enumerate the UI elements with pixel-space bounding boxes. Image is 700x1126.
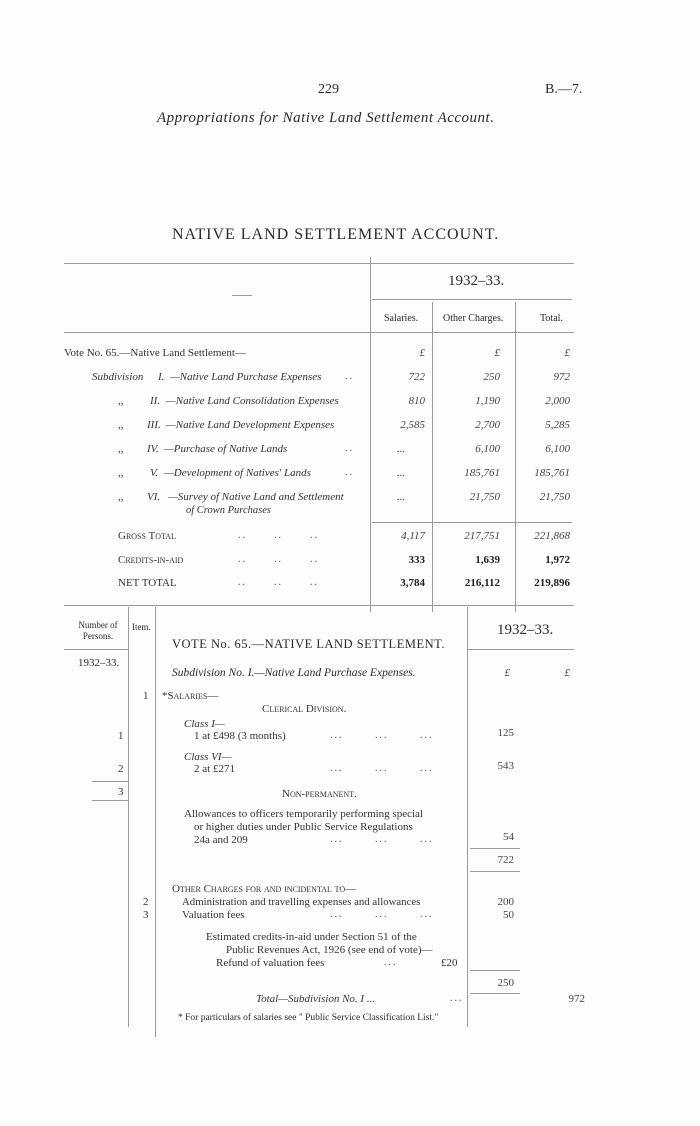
summary-row-other: 6,100 (475, 443, 500, 455)
subdivision-total-amount: 972 (568, 993, 585, 1005)
detail-col-divider (467, 607, 468, 1027)
gross-total-salaries: 4,117 (401, 530, 425, 542)
page-number: 229 (318, 82, 339, 97)
summary-row-roman: IV. (147, 443, 159, 455)
summary-row-salaries: 2,585 (400, 419, 425, 431)
estimated-credits-line-1: Estimated credits-in-aid under Section 51 of the (206, 931, 417, 943)
summary-row-other: 185,761 (464, 467, 500, 479)
detail-year-rule (467, 649, 574, 650)
vote-title: VOTE No. 65.—NATIVE LAND SETTLEMENT. (172, 637, 445, 651)
summary-row-total: 2,000 (545, 395, 570, 407)
net-total-label: NET TOTAL (118, 577, 177, 589)
allowances-line-2: or higher duties under Public Service Regulations (194, 821, 413, 833)
document-reference: B.—7. (545, 82, 583, 97)
dots: ... (450, 993, 464, 1004)
persons-subtotal-rule (92, 781, 128, 782)
item-3-label: Valuation fees (182, 909, 245, 921)
summary-row-prefix: ,, (118, 491, 124, 503)
credits-in-aid-label: Credits-in-aid (118, 554, 184, 566)
dots: ... ... ... (330, 909, 434, 920)
non-permanent-heading: Non-permanent. (282, 788, 357, 800)
summary-top-rule (64, 263, 574, 264)
other-charges-heading: Other Charges for and incidental to— (172, 883, 357, 895)
summary-row-dots: .. (345, 371, 354, 382)
class-6-persons: 2 (118, 763, 124, 775)
summary-row-total: 5,285 (545, 419, 570, 431)
summary-row-prefix: ,, (118, 419, 124, 431)
estimated-credits-line-2: Public Revenues Act, 1926 (see end of vote)— (226, 944, 433, 956)
summary-row-total: 185,761 (534, 467, 570, 479)
dots: ... ... ... (330, 763, 434, 774)
net-total-other: 216,112 (464, 577, 500, 589)
column-header-persons: Number of Persons. (78, 620, 118, 641)
item-3-amount: 50 (503, 909, 514, 921)
other-charges-total-rule (470, 993, 520, 994)
salaries-total: 722 (497, 854, 514, 866)
summary-row-label: —Native Land Development Expenses (166, 419, 335, 431)
summary-row-prefix: Subdivision (92, 371, 144, 383)
dots: ... ... ... (330, 730, 434, 741)
summary-row-other: 2,700 (475, 419, 500, 431)
credits-in-aid-dots: .. .. .. (238, 554, 319, 565)
currency-other: £ (494, 347, 500, 359)
detail-persons-rule (64, 649, 128, 650)
persons-total: 3 (118, 786, 124, 798)
estimated-credits-amount: £20 (441, 957, 458, 969)
summary-year-rule (372, 299, 572, 300)
class-1-amount: 125 (497, 727, 514, 739)
summary-row-total: 6,100 (545, 443, 570, 455)
vote-line: Vote No. 65.—Native Land Settlement— (64, 347, 246, 359)
other-charges-subtotal-rule (470, 970, 520, 971)
persons-year: 1932–33. (78, 657, 120, 669)
salaries-total-rule (470, 871, 520, 872)
credits-in-aid-salaries: 333 (408, 554, 425, 566)
summary-col-divider (432, 302, 433, 612)
summary-row-other: 1,190 (475, 395, 500, 407)
column-header-salaries: Salaries. (384, 313, 419, 324)
currency-salaries: £ (419, 347, 425, 359)
gross-total-total: 221,868 (534, 530, 570, 542)
item-2-amount: 200 (497, 896, 514, 908)
summary-row-salaries: 810 (408, 395, 425, 407)
subdivision-title: Subdivision No. I.—Native Land Purchase Expenses. (172, 667, 416, 679)
class-1-persons: 1 (118, 730, 124, 742)
item-number: 3 (143, 909, 149, 921)
running-title: Appropriations for Native Land Settlement Account. (157, 110, 495, 126)
allowances-line-3: 24a and 209 (194, 834, 248, 846)
summary-dash (232, 295, 252, 296)
net-total-salaries: 3,784 (400, 577, 425, 589)
summary-row-label-continued: of Crown Purchases (186, 505, 271, 516)
net-total-dots: .. .. .. (238, 577, 319, 588)
summary-row-total: 21,750 (539, 491, 570, 503)
column-header-total: Total. (540, 313, 563, 324)
class-1-heading: Class I— (184, 718, 225, 730)
persons-total-rule (92, 800, 128, 801)
net-total-total: 219,896 (534, 577, 570, 589)
summary-col-divider (370, 257, 371, 612)
footnote: * For particulars of salaries see " Public Service Classification List." (178, 1013, 439, 1023)
summary-row-label: —Native Land Consolidation Expenses (166, 395, 339, 407)
class-1-line: 1 at £498 (3 months) (194, 730, 286, 742)
summary-row-salaries: 722 (408, 371, 425, 383)
clerical-division-heading: Clerical Division. (262, 703, 347, 715)
item-2-label: Administration and travelling expenses and allowances (182, 896, 421, 908)
summary-row-salaries: ... (396, 491, 405, 503)
summary-header-rule (64, 332, 574, 333)
salaries-heading: *Salaries— (162, 690, 219, 702)
detail-currency-2: £ (564, 667, 570, 679)
summary-row-label: —Native Land Purchase Expenses (170, 371, 322, 383)
detail-year: 1932–33. (497, 622, 554, 638)
summary-row-label: —Survey of Native Land and Settlement (168, 491, 344, 503)
summary-subtotal-rule (372, 522, 572, 523)
item-number: 1 (143, 690, 149, 702)
summary-row-dots: .. (345, 443, 354, 454)
allowances-line-1: Allowances to officers temporarily performing special (184, 808, 423, 820)
column-header-other-charges: Other Charges. (443, 313, 504, 324)
summary-row-label: —Purchase of Native Lands (164, 443, 288, 455)
summary-row-salaries: ... (396, 443, 405, 455)
item-number: 2 (143, 896, 149, 908)
detail-top-rule (64, 605, 574, 606)
estimated-credits-line-3: Refund of valuation fees (216, 957, 325, 969)
summary-row-salaries: ... (396, 467, 405, 479)
class-6-amount: 543 (497, 760, 514, 772)
summary-row-dots: .. (345, 467, 354, 478)
column-header-item: Item. (132, 622, 151, 632)
gross-total-dots: .. .. .. (238, 530, 319, 541)
summary-row-roman: V. (150, 467, 159, 479)
summary-row-label: —Development of Natives' Lands (164, 467, 311, 479)
class-6-line: 2 at £271 (194, 763, 235, 775)
dots: ... (384, 957, 398, 968)
summary-row-roman: III. (147, 419, 161, 431)
gross-total-label: Gross Total (118, 530, 176, 542)
credits-in-aid-other: 1,639 (475, 554, 500, 566)
detail-col-divider (155, 607, 156, 1037)
summary-row-roman: VI. (147, 491, 161, 503)
allowances-amount: 54 (503, 831, 514, 843)
summary-row-other: 250 (483, 371, 500, 383)
salaries-subtotal-rule (470, 848, 520, 849)
page-title: NATIVE LAND SETTLEMENT ACCOUNT. (172, 226, 500, 243)
detail-col-divider (128, 607, 129, 1027)
summary-row-roman: II. (150, 395, 161, 407)
detail-currency-1: £ (504, 667, 510, 679)
dots: ... ... ... (330, 834, 434, 845)
summary-row-total: 972 (553, 371, 570, 383)
summary-row-prefix: ,, (118, 443, 124, 455)
gross-total-other: 217,751 (464, 530, 500, 542)
credits-in-aid-total: 1,972 (545, 554, 570, 566)
class-6-heading: Class VI— (184, 751, 232, 763)
summary-year: 1932–33. (448, 273, 505, 289)
currency-total: £ (564, 347, 570, 359)
subdivision-total-label: Total—Subdivision No. I ... (256, 993, 376, 1005)
other-charges-total: 250 (497, 977, 514, 989)
summary-row-prefix: ,, (118, 395, 124, 407)
summary-row-other: 21,750 (469, 491, 500, 503)
summary-row-roman: I. (158, 371, 165, 383)
summary-row-prefix: ,, (118, 467, 124, 479)
